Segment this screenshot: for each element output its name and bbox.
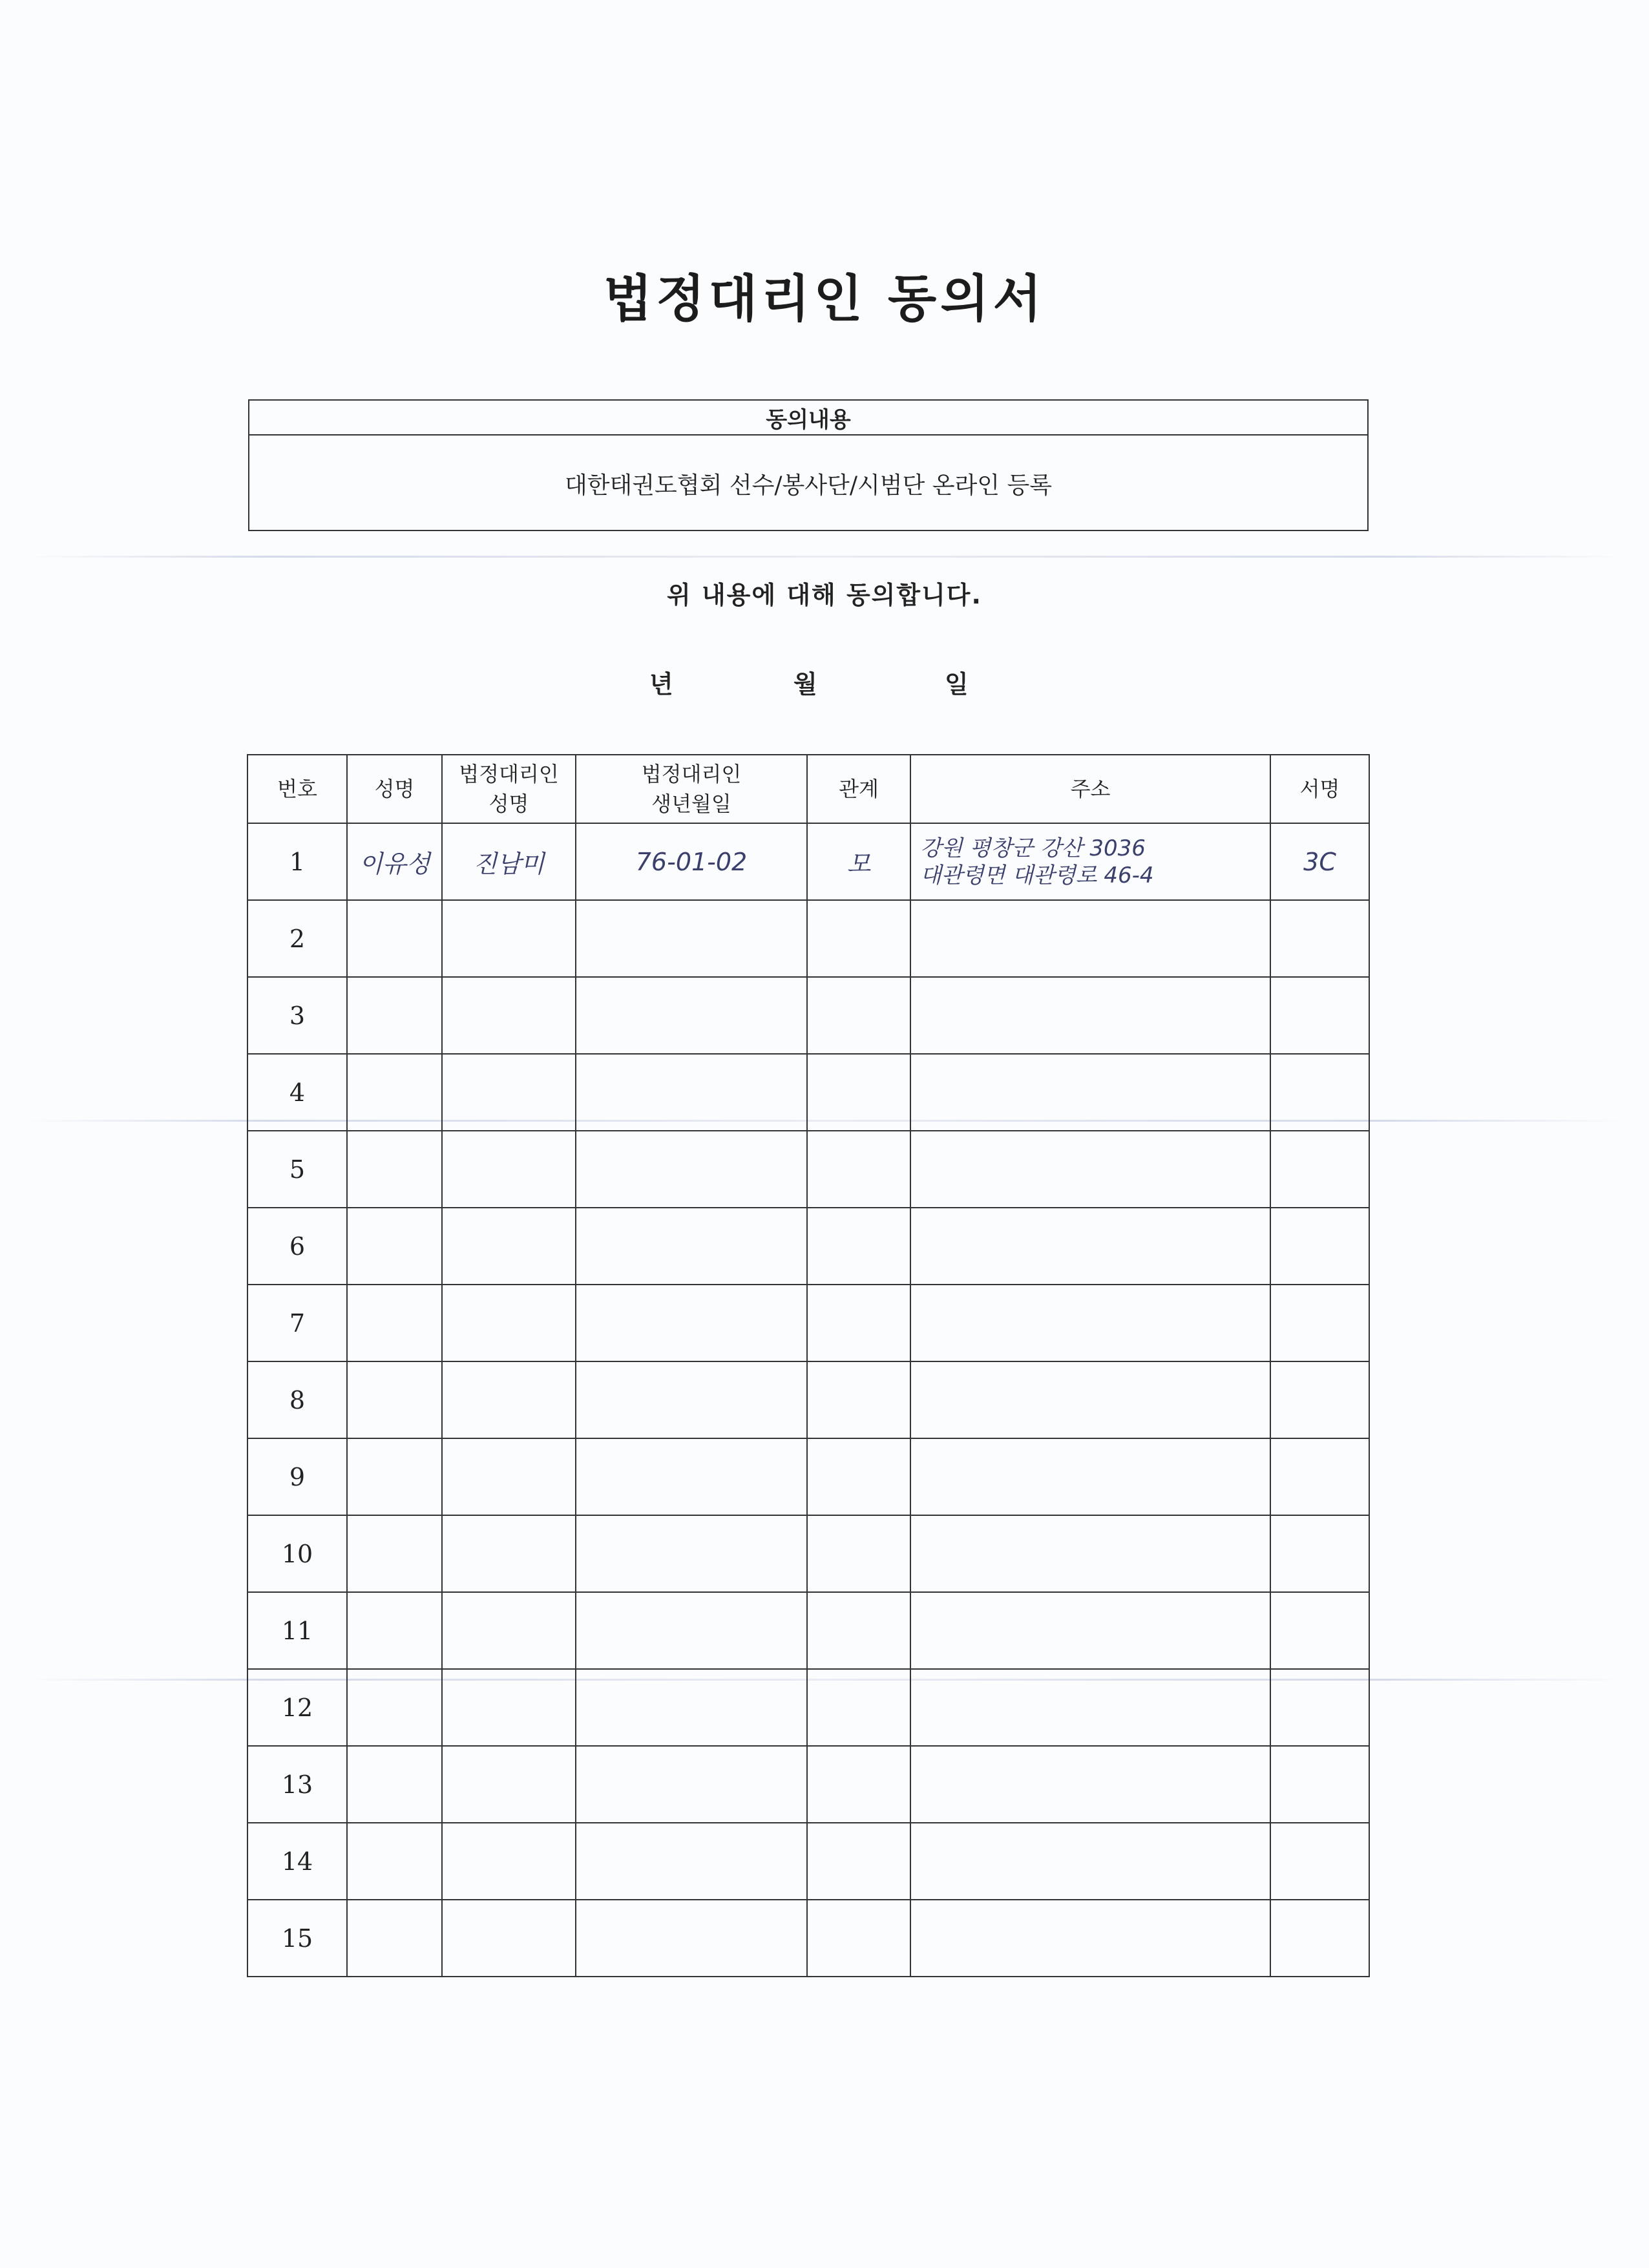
table-header-row: [247, 755, 1369, 823]
cell-guardian-birth: [576, 1823, 807, 1900]
cell-name: [347, 823, 442, 900]
cell-name: [347, 1900, 442, 1977]
cell-relation: [807, 977, 910, 1054]
cell-no: [247, 977, 347, 1054]
header-guardian-birth-line1: 법정대리인: [641, 762, 742, 786]
cell-address: [910, 1592, 1270, 1669]
cell-no-text: 6: [289, 1232, 306, 1261]
cell-address: [910, 1131, 1270, 1208]
header-address: 주소: [910, 755, 1270, 823]
table-row: [247, 1669, 1369, 1746]
cell-relation: [807, 1515, 910, 1592]
cell-name: [347, 1592, 442, 1669]
cell-signature: [1270, 1900, 1369, 1977]
cell-no: [247, 1900, 347, 1977]
cell-name: [347, 1669, 442, 1746]
cell-relation: [807, 1823, 910, 1900]
cell-no-text: 7: [289, 1308, 306, 1338]
cell-name: [347, 1746, 442, 1823]
cell-address: [910, 1515, 1270, 1592]
table-row: [247, 1746, 1369, 1823]
cell-relation: [807, 1361, 910, 1438]
agreement-statement: 위 내용에 대해 동의합니다.: [667, 581, 982, 609]
cell-guardian-name: [442, 1361, 576, 1438]
fold-line: [26, 556, 1623, 558]
cell-name: [347, 1054, 442, 1131]
cell-no: [247, 1361, 347, 1438]
table-row: [247, 1823, 1369, 1900]
document-title: 법정대리인 동의서: [604, 270, 1045, 328]
cell-no: [247, 1823, 347, 1900]
cell-relation: [807, 823, 910, 900]
header-name: 성명: [347, 755, 442, 823]
cell-guardian-name: [442, 1438, 576, 1515]
cell-signature: [1270, 1054, 1369, 1131]
table-row: [247, 977, 1369, 1054]
header-guardian-name-line2: 성명: [488, 792, 529, 816]
cell-address: [910, 1746, 1270, 1823]
cell-no-text: 12: [281, 1693, 313, 1722]
cell-guardian-name: [442, 1746, 576, 1823]
table-row: [247, 1054, 1369, 1131]
table-row: [247, 1592, 1369, 1669]
cell-name: [347, 1823, 442, 1900]
header-guardian-birth-line2: 생년월일: [651, 792, 731, 816]
table-row: [247, 1208, 1369, 1285]
cell-name: [347, 1208, 442, 1285]
cell-address: [910, 1900, 1270, 1977]
cell-no-text: 13: [281, 1770, 313, 1799]
cell-guardian-birth: [576, 1900, 807, 1977]
cell-signature: [1270, 977, 1369, 1054]
cell-signature: [1270, 900, 1369, 977]
cell-no-text: 9: [289, 1462, 306, 1491]
cell-guardian-birth: [576, 1515, 807, 1592]
cell-no: [247, 1054, 347, 1131]
cell-guardian-birth: [576, 1669, 807, 1746]
cell-name: [347, 1361, 442, 1438]
table-row: [247, 823, 1369, 900]
header-guardian-name: [442, 755, 576, 823]
cell-name: [347, 1515, 442, 1592]
cell-guardian-birth: [576, 1746, 807, 1823]
table-row: [247, 900, 1369, 977]
cell-no: [247, 1515, 347, 1592]
cell-no-text: 14: [281, 1847, 313, 1876]
consent-box: [248, 399, 1369, 531]
cell-no-text: 1: [289, 847, 306, 876]
consent-content: 대한태권도협회 선수/봉사단/시범단 온라인 등록: [564, 472, 1053, 499]
cell-guardian-name-text: 진남미: [473, 850, 545, 878]
cell-guardian-birth: [576, 1592, 807, 1669]
cell-signature: [1270, 1285, 1369, 1361]
cell-no-text: 15: [281, 1924, 313, 1953]
cell-signature-text: 3C: [1303, 847, 1336, 876]
cell-name: [347, 1285, 442, 1361]
header-guardian-name-line1: 법정대리인: [459, 762, 559, 786]
cell-guardian-birth: [576, 977, 807, 1054]
cell-relation: [807, 1592, 910, 1669]
cell-guardian-birth: [576, 1361, 807, 1438]
cell-guardian-name: [442, 900, 576, 977]
cell-no-text: 4: [289, 1078, 306, 1107]
cell-signature: [1270, 1669, 1369, 1746]
cell-no: [247, 1746, 347, 1823]
cell-relation: [807, 1285, 910, 1361]
cell-signature: [1270, 1438, 1369, 1515]
cell-no: [247, 1669, 347, 1746]
cell-signature: [1270, 1515, 1369, 1592]
cell-no-text: 3: [289, 1001, 306, 1030]
date-month-label: 월: [793, 670, 817, 698]
cell-guardian-birth: [576, 1131, 807, 1208]
cell-signature: [1270, 1823, 1369, 1900]
cell-relation: [807, 1208, 910, 1285]
header-no: 번호: [247, 755, 347, 823]
cell-guardian-name: [442, 1131, 576, 1208]
cell-address: [910, 900, 1270, 977]
table-row: [247, 1285, 1369, 1361]
header-guardian-birth: [576, 755, 807, 823]
consent-heading: 동의내용: [249, 401, 1367, 436]
cell-guardian-name: [442, 1285, 576, 1361]
cell-signature: [1270, 1131, 1369, 1208]
cell-guardian-name: [442, 977, 576, 1054]
table-row: [247, 1361, 1369, 1438]
cell-guardian-name: [442, 1208, 576, 1285]
cell-name: [347, 977, 442, 1054]
cell-signature: [1270, 823, 1369, 900]
cell-relation: [807, 1131, 910, 1208]
cell-relation: [807, 1054, 910, 1131]
cell-address: [910, 977, 1270, 1054]
cell-signature: [1270, 1592, 1369, 1669]
cell-name: [347, 1438, 442, 1515]
date-year-label: 년: [649, 670, 673, 698]
table-row: [247, 1438, 1369, 1515]
header-relation: 관계: [807, 755, 910, 823]
cell-address: [910, 1438, 1270, 1515]
cell-guardian-birth: [576, 1054, 807, 1131]
cell-guardian-birth: [576, 1285, 807, 1361]
table-row: [247, 1515, 1369, 1592]
cell-guardian-name: [442, 1592, 576, 1669]
cell-no-text: 5: [289, 1155, 306, 1184]
cell-relation-text: 모: [846, 850, 871, 878]
cell-guardian-birth: [576, 1438, 807, 1515]
address-line-2: 대관령면 대관령로 46-4: [920, 862, 1154, 888]
cell-no: [247, 1208, 347, 1285]
cell-signature: [1270, 1746, 1369, 1823]
cell-no: [247, 1592, 347, 1669]
address-line-1: 강원 평창군 강산 3036: [920, 835, 1146, 861]
cell-no-text: 11: [281, 1616, 313, 1645]
cell-no-text: 2: [289, 924, 306, 953]
cell-guardian-name: [442, 1054, 576, 1131]
cell-address: [910, 1823, 1270, 1900]
cell-address: [910, 1285, 1270, 1361]
cell-no: [247, 1285, 347, 1361]
cell-guardian-name: [442, 1669, 576, 1746]
cell-relation: [807, 1900, 910, 1977]
cell-address: [910, 1054, 1270, 1131]
cell-relation: [807, 1438, 910, 1515]
cell-guardian-name: [442, 1823, 576, 1900]
header-signature: 서명: [1270, 755, 1369, 823]
cell-signature: [1270, 1208, 1369, 1285]
cell-no: [247, 900, 347, 977]
cell-address: [910, 1669, 1270, 1746]
cell-guardian-name: [442, 1900, 576, 1977]
cell-address: [910, 1208, 1270, 1285]
cell-signature: [1270, 1361, 1369, 1438]
cell-address: [910, 823, 1270, 900]
cell-no-text: 10: [281, 1539, 313, 1568]
cell-address: [910, 1361, 1270, 1438]
cell-guardian-birth: [576, 823, 807, 900]
cell-guardian-name: [442, 1515, 576, 1592]
cell-guardian-birth-text: 76-01-02: [635, 847, 748, 876]
cell-no: [247, 1438, 347, 1515]
cell-guardian-birth: [576, 900, 807, 977]
cell-no: [247, 1131, 347, 1208]
guardian-table: [247, 754, 1370, 1977]
cell-guardian-name: [442, 823, 576, 900]
table-row: [247, 1900, 1369, 1977]
cell-name-text: 이유성: [359, 850, 430, 878]
cell-relation: [807, 1669, 910, 1746]
date-day-label: 일: [945, 670, 969, 698]
cell-relation: [807, 900, 910, 977]
cell-no: [247, 823, 347, 900]
cell-relation: [807, 1746, 910, 1823]
cell-no-text: 8: [289, 1385, 306, 1414]
cell-guardian-birth: [576, 1208, 807, 1285]
cell-name: [347, 900, 442, 977]
table-row: [247, 1131, 1369, 1208]
cell-name: [347, 1131, 442, 1208]
